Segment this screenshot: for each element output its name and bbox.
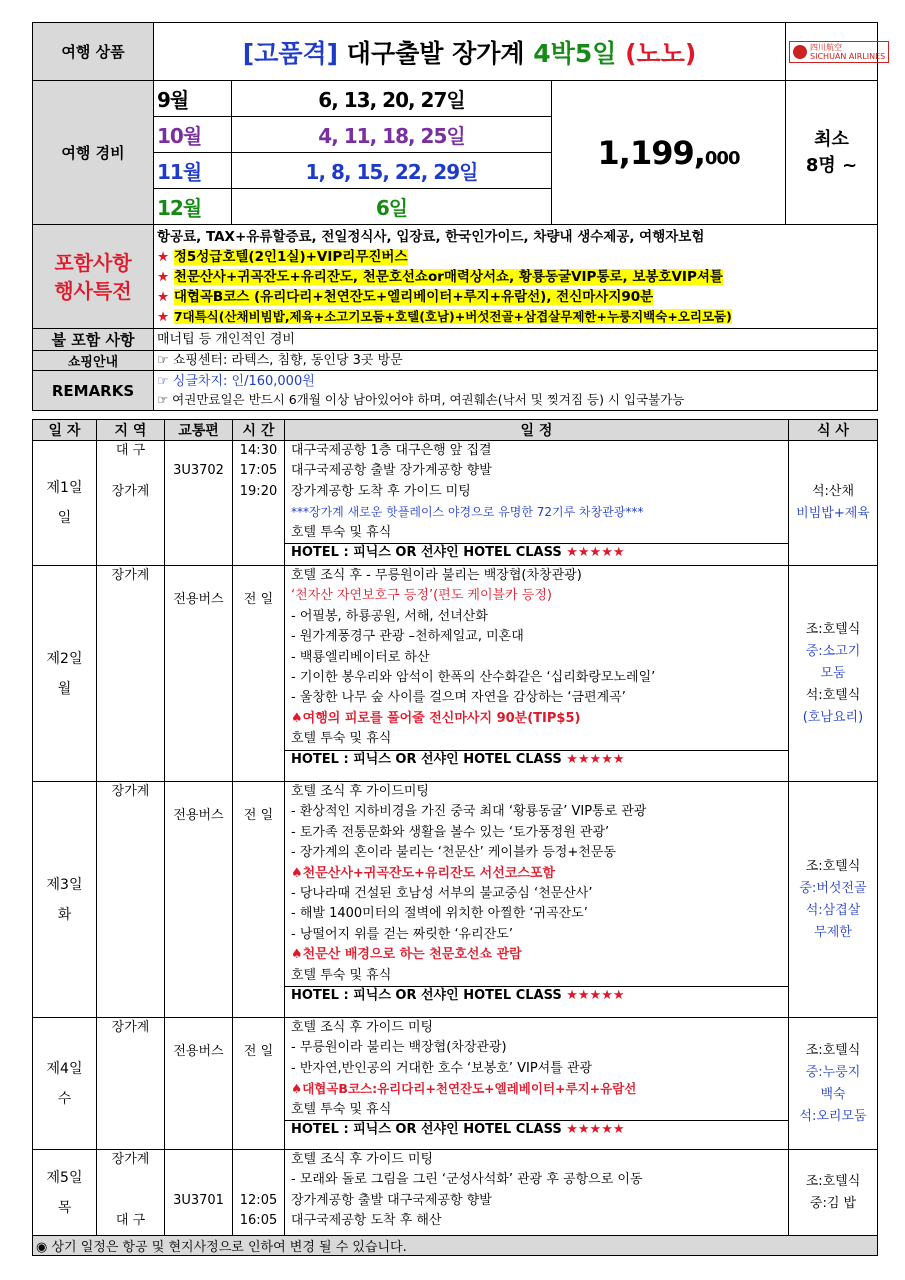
region-cell: 장가계 (97, 1018, 165, 1150)
includes-line: 7대특식(산채비빔밥,제육+소고기모둠+호텔(호남)+버섯전골+삼겹살무제한+누룽지백숙+오리모둠) (173, 308, 732, 324)
itinerary-item: 대구국제공항 출발 장가계공항 향발 (291, 463, 492, 479)
time-cell: 전 일 (233, 566, 285, 782)
itinerary-item: 호텔 조식 후 가이드미팅 (291, 784, 429, 799)
itinerary-item: 호텔 조식 후 - 무릉원이라 불리는 백장협(차창관광) (291, 568, 582, 583)
schedule-row-day2 (33, 566, 878, 782)
region-cell: 장가계 (97, 782, 165, 1018)
region-cell: 대 구 장가계 (97, 441, 165, 566)
itinerary-item: 장가계공항 출발 대구국제공항 향발 (291, 1192, 492, 1208)
itinerary-cell (285, 1150, 789, 1236)
itinerary-item: - 해발 1400미터의 절벽에 위치한 아찔한 ‘귀곡잔도’ (291, 906, 588, 922)
itinerary-item: - 토가족 전통문화와 생활을 볼수 있는 ‘토가풍정원 관광’ (291, 824, 610, 840)
remarks-value: ☞ 싱글차지: 인/160,000원 ☞ 여권만료일은 반드시 6개월 이상 남아있어야 하며, 여권훼손(낙서 및 찢겨짐 등) 시 입국불가능 (154, 371, 878, 411)
col-header-day: 일 자 (33, 420, 97, 441)
meal-cell: 석:산채 비빔밥+제육 (789, 441, 878, 566)
time-cell: 12:05 16:05 (233, 1150, 285, 1236)
hotel-line: HOTEL : 피닉스 OR 선샤인 HOTEL CLASS ★★★★★ (285, 1120, 788, 1139)
includes-line: 항공료, TAX+유류할증료, 전일정식사, 입장료, 한국인가이드, 차량내 생수제공, 여행자보험 (157, 228, 705, 245)
schedule-row-day5 (33, 1150, 878, 1236)
rating-stars: ★★★★★ (566, 751, 625, 767)
itinerary-item: 장가계공항 도착 후 가이드 미팅 (291, 483, 471, 499)
includes-line: 대협곡B코스 (유리다리+천연잔도+엘리베이터+루지+유람선), 전신마사지90분 (173, 288, 654, 305)
transport-cell: 전용버스 (165, 1018, 233, 1150)
min-people: 최소 8명 ~ (786, 81, 878, 225)
hotel-line: HOTEL : 피닉스 OR 선샤인 HOTEL CLASS ★★★★★ (285, 543, 788, 562)
itinerary-item: 호텔 투숙 및 휴식 (291, 1101, 392, 1117)
month-dates: 6, 13, 20, 27일 (232, 81, 552, 117)
airline-logo: 四川航空 SICHUAN AIRLINES (786, 23, 878, 81)
summary-table (32, 22, 886, 411)
schedule-row-day3 (33, 782, 878, 1018)
itinerary-item: - 기이한 봉우리와 암석이 한폭의 산수화같은 ‘십리화랑모노레일’ (291, 670, 656, 686)
schedule-table (32, 419, 878, 1256)
transport-cell: 3U3701 (165, 1150, 233, 1236)
itinerary-item: 호텔 조식 후 가이드 미팅 (291, 1152, 434, 1167)
month-dates: 6일 (232, 189, 552, 225)
itinerary-item: - 무릉원이라 불리는 백장협(차장관광) (291, 1040, 507, 1056)
month-dates: 4, 11, 18, 25일 (232, 117, 552, 153)
meal-cell: 조:호텔식 중:버섯전골 석:삼겹살 무제한 (789, 782, 878, 1018)
meal-cell: 조:호텔식 중:누룽지 백숙 석:오리모둠 (789, 1018, 878, 1150)
col-header-transport: 교통편 (165, 420, 233, 441)
itinerary-cell (285, 782, 789, 1018)
rating-stars: ★★★★★ (566, 988, 625, 1004)
rating-stars: ★★★★★ (566, 545, 625, 561)
product-label: 여행 상품 (33, 23, 154, 81)
itinerary-cell (285, 566, 789, 782)
excludes-label: 불 포함 사항 (33, 329, 154, 351)
time-cell: 전 일 (233, 1018, 285, 1150)
time-cell: 14:30 17:05 19:20 (233, 441, 285, 566)
star-icon: ★ (157, 308, 170, 325)
itinerary-item: - 백룡엘리베이터로 하산 (291, 649, 430, 665)
shopping-value: ☞ 쇼핑센터: 라텍스, 침향, 동인당 3곳 방문 (154, 351, 878, 371)
month-dates: 1, 8, 15, 22, 29일 (232, 153, 552, 189)
itinerary-item: 대구국제공항 도착 후 해산 (291, 1213, 442, 1229)
star-icon: ★ (157, 288, 170, 305)
itinerary-item: - 원가계풍경구 관광 –천하제일교, 미혼대 (291, 629, 524, 645)
month-label: 12월 (154, 189, 232, 225)
page-title: [고품격] 대구출발 장가계 4박5일 (노노) (154, 23, 786, 81)
itinerary-item: - 당나라때 건설된 호남성 서부의 불교중심 ‘천문산사’ (291, 886, 593, 902)
meal-cell: 조:호텔식 중:김 밥 (789, 1150, 878, 1236)
day-cell: 제1일 일 (33, 441, 97, 566)
itinerary-item: ♠여행의 피로를 풀어줄 전신마사지 90분(TIP$5) (291, 710, 581, 726)
col-header-itinerary: 일 정 (285, 420, 789, 441)
airline-emblem-icon (793, 45, 807, 59)
day-cell: 제5일 목 (33, 1150, 97, 1236)
month-label: 10월 (154, 117, 232, 153)
col-header-region: 지 역 (97, 420, 165, 441)
itinerary-cell (285, 1018, 789, 1150)
itinerary-item: ♠천문산 배경으로 하는 천문호선쇼 관람 (291, 947, 522, 963)
col-header-time: 시 간 (233, 420, 285, 441)
price-amount: 1,199,000 (552, 81, 786, 225)
day-cell: 제4일 수 (33, 1018, 97, 1150)
day-cell: 제3일 화 (33, 782, 97, 1018)
itinerary-item: - 장가계의 혼이라 불리는 ‘천문산’ 케이블카 등정+천문동 (291, 845, 616, 861)
star-icon: ★ (157, 248, 170, 265)
itinerary-item: 호텔 투숙 및 휴식 (291, 524, 392, 540)
star-icon: ★ (157, 268, 170, 285)
itinerary-item: - 환상적인 지하비경을 가진 중국 최대 ‘황룡동굴’ VIP통로 관광 (291, 804, 647, 820)
col-header-meal: 식 사 (789, 420, 878, 441)
itinerary-cell (285, 441, 789, 566)
itinerary-item: 호텔 투숙 및 휴식 (291, 731, 392, 747)
remarks-label: REMARKS (33, 371, 154, 411)
region-cell: 장가계 대 구 (97, 1150, 165, 1236)
includes-label: 포함사항 행사특전 (33, 225, 154, 329)
day-cell: 제2일 월 (33, 566, 97, 782)
itinerary-item: 호텔 투숙 및 휴식 (291, 967, 392, 983)
schedule-row-day1 (33, 441, 878, 566)
itinerary-item: 대구국제공항 1층 대구은행 앞 집결 (291, 443, 492, 458)
meal-cell: 조:호텔식 중:소고기 모둠 석:호텔식 (호남요리) (789, 566, 878, 782)
itinerary-item: ***장가계 새로운 핫플레이스 야경으로 유명한 72기루 차창관광*** (291, 505, 644, 520)
includes-line: 천문산사+귀곡잔도+유리잔도, 천문호선쇼or매력상서쇼, 황룡동굴VIP통로, 보봉호VIP셔틀 (173, 268, 723, 285)
transport-cell: 전용버스 (165, 566, 233, 782)
transport-cell: 전용버스 (165, 782, 233, 1018)
rating-stars: ★★★★★ (566, 1122, 625, 1138)
excludes-value: 매너팁 등 개인적인 경비 (154, 329, 878, 351)
time-cell: 전 일 (233, 782, 285, 1018)
itinerary-item: - 어필봉, 하룡공원, 서해, 선녀산화 (291, 608, 488, 624)
hotel-line: HOTEL : 피닉스 OR 선샤인 HOTEL CLASS ★★★★★ (285, 986, 788, 1005)
month-label: 11월 (154, 153, 232, 189)
itinerary-item: ♠천문산사+귀곡잔도+유리잔도 서선코스포함 (291, 865, 556, 881)
price-label: 여행 경비 (33, 81, 154, 225)
schedule-row-day4 (33, 1018, 878, 1150)
itinerary-item: 호텔 조식 후 가이드 미팅 (291, 1020, 434, 1035)
itinerary-item: - 낭떨어지 위를 걷는 짜릿한 ‘유리잔도’ (291, 926, 513, 942)
itinerary-item: - 반자연,반인공의 거대한 호수 ‘보봉호’ VIP셔틀 관광 (291, 1060, 593, 1076)
hotel-line: HOTEL : 피닉스 OR 선샤인 HOTEL CLASS ★★★★★ (285, 750, 788, 769)
shopping-label: 쇼핑안내 (33, 351, 154, 371)
itinerary-item: ♠대협곡B코스:유리다리+천연잔도+엘레베이터+루지+유람선 (291, 1081, 637, 1097)
includes-list (154, 225, 878, 329)
itinerary-item: - 울창한 나무 숲 사이를 걸으며 자연을 감상하는 ‘금편계곡’ (291, 690, 626, 706)
month-label: 9월 (154, 81, 232, 117)
itinerary-item: ‘천자산 자연보호구 등정’(편도 케이블카 등정) (291, 588, 552, 604)
region-cell: 장가계 (97, 566, 165, 782)
tour-brochure (32, 22, 886, 1256)
includes-line: 정5성급호텔(2인1실)+VIP리무진버스 (173, 248, 408, 265)
itinerary-item: - 모래와 돌로 그림을 그린 ‘군성사석화’ 관광 후 공항으로 이동 (291, 1172, 643, 1188)
footer-note: ◉ 상기 일정은 항공 및 현지사정으로 인하여 변경 될 수 있습니다. (33, 1236, 878, 1256)
transport-cell: 3U3702 (165, 441, 233, 566)
